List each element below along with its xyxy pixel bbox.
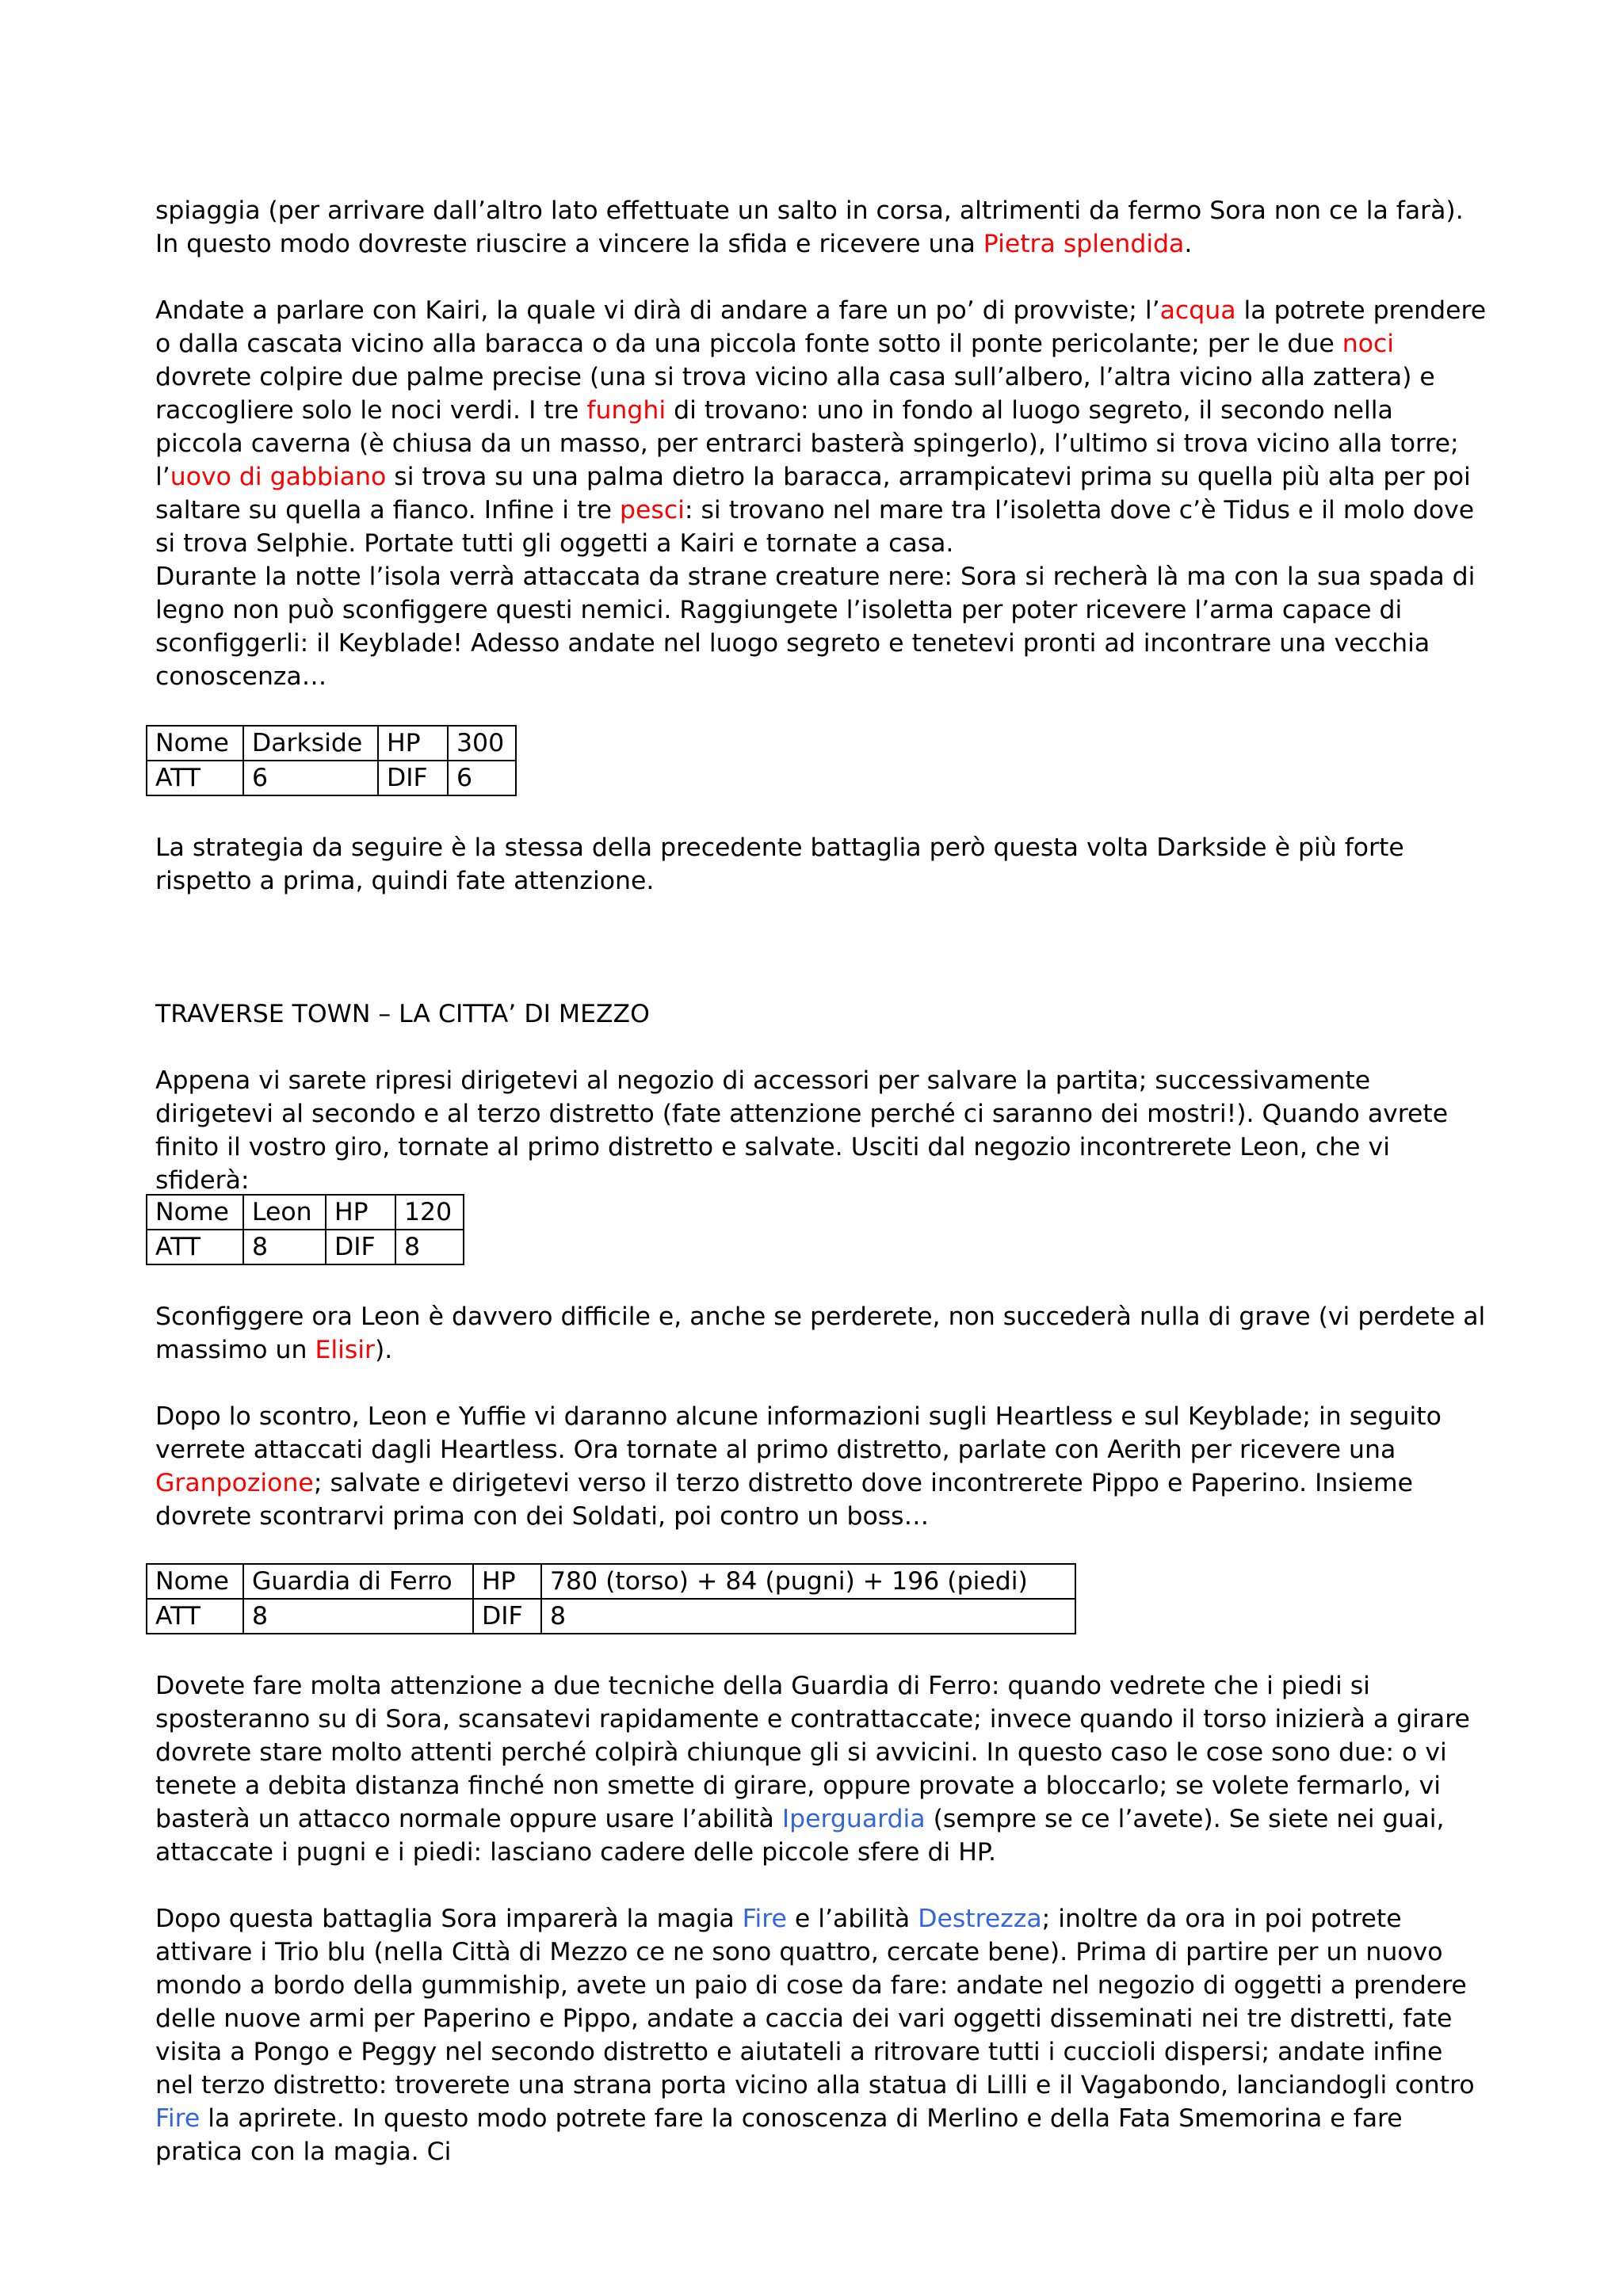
item-acqua: acqua xyxy=(1159,296,1236,325)
paragraph-leon: Sconfiggere ora Leon è davvero difficile e, anche se perderete, non succederà nulla di grave (vi perdete al massimo un Elisir). xyxy=(155,1302,1486,1364)
table-row: ATT 8 DIF 8 xyxy=(147,1599,1075,1634)
magic-fire-2: Fire xyxy=(155,2104,200,2133)
item-funghi: funghi xyxy=(586,396,666,425)
magic-fire: Fire xyxy=(742,1905,787,1933)
paragraph-negozio: Appena vi sarete ripresi dirigetevi al negozio di accessori per salvare la partita; successivamente dirigetevi al secondo e al terzo distretto (fate attenzione perché ci saranno dei mostri!). Quando avrete finito il vostro giro, tornate al primo distretto e salvate. Usciti dal negozio incontrerete Leon, che vi sfiderà: xyxy=(155,1066,1449,1195)
section-heading: TRAVERSE TOWN – LA CITTA’ DI MEZZO xyxy=(155,1000,650,1028)
paragraph-guardia: Dovete fare molta attenzione a due tecniche della Guardia di Ferro: quando vedrete che i piedi si sposteranno su di Sora, scansatevi rapidamente e contrattaccate; invece quando il torso inizierà a girare dovrete stare molto attenti perché colpirà chiunque gli si avvicini. In questo caso le cose sono due: o vi tenete a debita distanza finché non smette di girare, oppure provate a bloccarlo; se volete fermarlo, vi basterà un attacco normale oppure usare l’abilità Iperguardia (sempre se ce l’avete). Se siete nei guai, attaccate i pugni e i piedi: lasciano cadere delle piccole sfere di HP. xyxy=(155,1672,1470,1867)
table-row: ATT 8 DIF 8 xyxy=(147,1230,464,1264)
stats-table-guardia-di-ferro xyxy=(146,1563,1076,1634)
stats-table-leon xyxy=(146,1194,464,1265)
table-row: Nome Guardia di Ferro HP 780 (torso) + 84 (pugni) + 196 (piedi) xyxy=(147,1564,1075,1599)
paragraph-notte: Durante la notte l’isola verrà attaccata da strane creature nere: Sora si recherà là ma con la sua spada di legno non può sconfiggere questi nemici. Raggiungete l’isoletta per poter ricevere l’arma capace di sconfiggerli: il Keyblade! Adesso andate nel luogo segreto e tenetevi pronti ad incontrare una vecchia conoscenza… xyxy=(155,563,1476,691)
item-elisir: Elisir xyxy=(315,1336,376,1364)
stats-table-darkside xyxy=(146,725,517,796)
item-granpozione: Granpozione xyxy=(155,1469,314,1497)
item-noci: noci xyxy=(1342,330,1395,358)
paragraph-pietra: spiaggia (per arrivare dall’altro lato effettuate un salto in corsa, altrimenti da fermo Sora non ce la farà). In questo modo dovreste riuscire a vincere la sfida e ricevere una Pietra splendida. xyxy=(155,196,1464,258)
paragraph-strategia: La strategia da seguire è la stessa della precedente battaglia però questa volta Darkside è più forte rispetto a prima, quindi fate attenzione. xyxy=(155,833,1404,895)
item-pesci: pesci xyxy=(620,496,685,524)
paragraph-fire: Dopo questa battaglia Sora imparerà la magia Fire e l’abilità Destrezza; inoltre da ora in poi potrete attivare i Trio blu (nella Città di Mezzo ce ne sono quattro, cercate bene). Prima di partire per un nuovo mondo a bordo della gummiship, avete un paio di cose da fare: andate nel negozio di oggetti a prendere delle nuove armi per Paperino e Pippo, andate a caccia dei vari oggetti disseminati nei tre distretti, fate visita a Pongo e Peggy nel secondo distretto e aiutateli a ritrovare tutti i cuccioli dispersi; andate infine nel terzo distretto: troverete una strana porta vicino alla statua di Lilli e il Vagabondo, lanciandogli contro Fire la aprirete. In questo modo potrete fare la conoscenza di Merlino e della Fata Smemorina e fare pratica con la magia. Ci xyxy=(155,1905,1475,2166)
table-row: ATT 6 DIF 6 xyxy=(147,761,516,795)
paragraph-provviste: Andate a parlare con Kairi, la quale vi dirà di andare a fare un po’ di provviste; l’acqua la potrete prendere o dalla cascata vicino alla baracca o da una piccola fonte sotto il ponte pericolante; per le due noci dovrete colpire due palme precise (una si trova vicino alla casa sull’albero, l’altra vicino alla zattera) e raccogliere solo le noci verdi. I tre funghi di trovano: uno in fondo al luogo segreto, il secondo nella piccola caverna (è chiusa da un masso, per entrarci basterà spingerlo), l’ultimo si trova vicino alla torre; l’uovo di gabbiano si trova su una palma dietro la baracca, arrampicatevi prima su quella più alta per poi saltare su quella a fianco. Infine i tre pesci: si trovano nel mare tra l’isoletta dove c’è Tidus e il molo dove si trova Selphie. Portate tutti gli oggetti a Kairi e tornate a casa. Durante la notte l’isola verrà attaccata da strane creature nere: Sora si recherà là ma con la sua spada di legno non può sconfiggere questi nemici. Raggiungete l’isoletta per poter ricevere l’arma capace di sconfiggerli: il Keyblade! Adesso andate nel luogo segreto e tenetevi pronti ad incontrare una vecchia conoscenza… xyxy=(155,294,1487,693)
paragraph-scontro: Dopo lo scontro, Leon e Yuffie vi daranno alcune informazioni sugli Heartless e sul Keyblade; in seguito verrete attaccati dagli Heartless. Ora tornate al primo distretto, parlate con Aerith per ricevere una Granpozione; salvate e dirigetevi verso il terzo distretto dove incontrerete Pippo e Paperino. Insieme dovrete scontrarvi prima con dei Soldati, poi contro un boss… xyxy=(155,1402,1442,1531)
ability-destrezza: Destrezza xyxy=(918,1905,1042,1933)
item-uovo-di-gabbiano: uovo di gabbiano xyxy=(170,463,387,491)
item-pietra-splendida: Pietra splendida xyxy=(983,230,1185,258)
table-row: Nome Leon HP 120 xyxy=(147,1195,464,1230)
table-row: Nome Darkside HP 300 xyxy=(147,726,516,761)
ability-iperguardia: Iperguardia xyxy=(781,1805,926,1833)
